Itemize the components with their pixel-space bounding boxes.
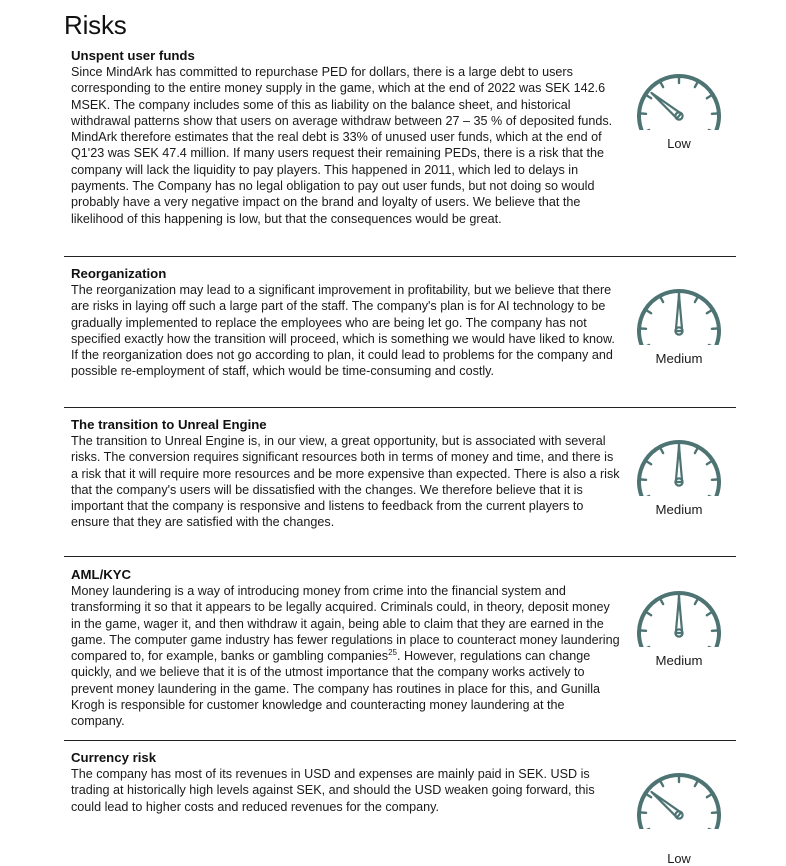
risk-rating-label: Low: [629, 851, 729, 866]
gauge-needle: [676, 295, 682, 331]
section-body: The company has most of its revenues in USD and expenses are mainly paid in SEK. USD is trading at historically high levels against SEK, and should the USD weaken going forward, this could lead to higher costs and reduced revenues for the company.: [71, 766, 621, 815]
section-body-part: . However, regulations can change quickly, and we believe that it is of the utmost importance that the company works actively to prevent money laundering in the game. The company has routines in place for this, and Gunilla Krogh is responsible for customer knowledge and counteracting money laundering at the company.: [71, 649, 600, 728]
section-body: Since MindArk has committed to repurchase PED for dollars, there is a large debt to users corresponding to the entire money supply in the game, which at the end of 2022 was SEK 142.6 MSEK. The company includes some of this as liability on the balance sheet, and historical withdrawal patterns show that users on average withdraw between 27 – 35 % of deposited funds. MindArk therefore estimates that the real debt is 33% of unused user funds, which at the end of Q1'23 was SEK 47.4 million. If many users request their remaining PEDs, there is a risk that the company will lack the liquidity to pay players. This happened in 2011, which led to delays in payments. The Company has no legal obligation to pay out user funds, but not doing so would probably have a very negative impact on the brand and loyalty of users. We believe that the likelihood of this happening is low, but that the consequences would be great.: [71, 64, 621, 227]
gauge-needle: [676, 597, 682, 633]
gauge-tick: [660, 81, 663, 87]
section-heading: Reorganization: [71, 266, 166, 281]
section-heading: Unspent user funds: [71, 48, 195, 63]
risk-gauge: [629, 587, 729, 668]
gauge-low-icon: [634, 769, 724, 829]
risk-rating-label: Low: [629, 136, 729, 151]
gauge-medium-icon: [634, 285, 724, 345]
section-heading: AML/KYC: [71, 567, 131, 582]
gauge-tick: [695, 780, 698, 786]
gauge-tick: [660, 780, 663, 786]
gauge-medium-icon: [634, 587, 724, 647]
risk-gauge: [629, 769, 729, 866]
risk-section-aml-kyc: [64, 567, 736, 741]
page-title: Risks: [64, 10, 127, 41]
risk-rating-label: Medium: [629, 502, 729, 517]
gauge-tick: [660, 447, 663, 453]
section-body: The transition to Unreal Engine is, in our view, a great opportunity, but is associated with several risks. The conversion requires significant resources both in terms of money and time, and there is a risk that it will require more resources and be more expensive than expected. There is also a risk that the company's users will be dissatisfied with the changes. We therefore believe that it is important that the company is responsive and listens to feedback from the current players to ensure that they are satisfied with the changes.: [71, 433, 621, 531]
gauge-tick: [707, 310, 713, 314]
gauge-tick: [660, 598, 663, 604]
gauge-needle: [676, 446, 682, 482]
section-heading: Currency risk: [71, 750, 156, 765]
gauge-tick: [695, 598, 698, 604]
risk-section-unspent-user-funds: [64, 48, 736, 257]
risk-gauge: [629, 436, 729, 517]
section-heading: The transition to Unreal Engine: [71, 417, 267, 432]
risk-rating-label: Medium: [629, 653, 729, 668]
gauge-tick: [695, 447, 698, 453]
footnote-ref: 25: [388, 648, 397, 657]
gauge-tick: [660, 296, 663, 302]
section-body: [71, 583, 621, 730]
gauge-tick: [645, 461, 651, 465]
risk-gauge: [629, 70, 729, 151]
risk-section-currency-risk: [64, 750, 736, 862]
gauge-tick: [707, 612, 713, 616]
gauge-medium-icon: [634, 436, 724, 496]
section-body-part: Money laundering is a way of introducing money from crime into the financial system and transforming it so that it appears to be legally acquired. Criminals could, in theory, deposit money in the game, wager it, and then withdraw it again, being able to claim that they are earned in the game. The computer game industry has fewer regulations in place to counteract money laundering compared to, for example, banks or gambling companies: [71, 584, 620, 663]
gauge-tick: [707, 794, 713, 798]
risk-section-unreal-engine: [64, 417, 736, 557]
gauge-low-icon: [634, 70, 724, 130]
gauge-tick: [645, 95, 651, 99]
risk-section-reorganization: [64, 266, 736, 408]
gauge-tick: [695, 81, 698, 87]
gauge-tick: [707, 95, 713, 99]
gauge-tick: [645, 310, 651, 314]
gauge-tick: [645, 612, 651, 616]
gauge-tick: [645, 794, 651, 798]
gauge-tick: [695, 296, 698, 302]
risk-rating-label: Medium: [629, 351, 729, 366]
gauge-tick: [707, 461, 713, 465]
section-body: The reorganization may lead to a significant improvement in profitability, but we believe that there are risks in laying off such a large part of the staff. The company's plan is for AI technology to be gradually implemented to replace the employees who are being let go. The company has not specified exactly how the transition will proceed, which is something we would have liked to know. If the reorganization does not go according to plan, it could lead to problems for the company and possible re-employment of staff, which would be time-consuming and costly.: [71, 282, 621, 380]
risk-gauge: [629, 285, 729, 366]
